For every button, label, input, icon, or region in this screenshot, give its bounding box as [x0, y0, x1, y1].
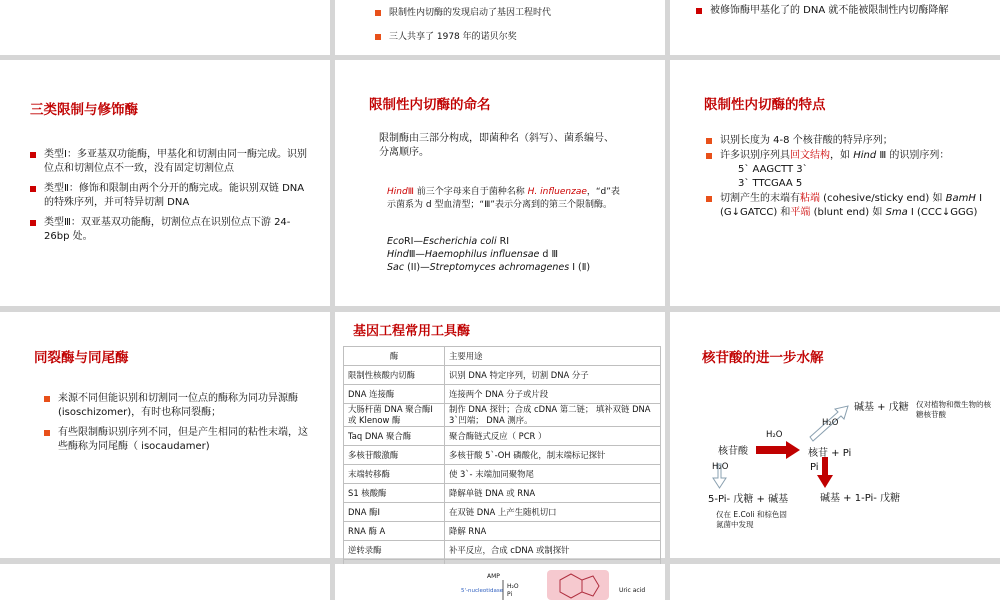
list-item: 许多识别序列具回文结构，如 Hind Ⅲ 的识别序列： 5` AAGCTT 3` 3` TTCGAA 5	[706, 149, 986, 191]
enzyme-usage-cell: 补平反应，合成 cDNA 或制探针	[445, 541, 661, 560]
list-item: 类型Ⅱ：修饰和限制由两个分开的酶完成。能识别双链 DNA 的特殊序列，并可特异切割 DNA	[30, 182, 315, 210]
slide-title: 同裂酶与同尾酶	[34, 350, 129, 366]
list-item: 限制性内切酶的发现启动了基因工程时代	[375, 6, 655, 20]
enzyme-usage-cell: 识别 DNA 特定序列，切割 DNA 分子	[445, 366, 661, 385]
main-arrow-right	[756, 441, 800, 459]
nucleoside-pi-label: 核苷 + Pi	[808, 448, 852, 459]
types-bullet-list	[30, 148, 315, 250]
enzyme-name-cell: 末端转移酶	[344, 465, 445, 484]
slide-title: 核苷酸的进一步水解	[702, 350, 824, 366]
enzyme-label: 5'-nucleotidase	[461, 588, 504, 594]
table-row	[344, 503, 661, 522]
enzyme-usage-cell: 降解 RNA	[445, 522, 661, 541]
slide-methylation	[670, 0, 1000, 55]
enzyme-name-cell: 限制性核酸内切酶	[344, 366, 445, 385]
enzyme-name-cell: S1 核酸酶	[344, 484, 445, 503]
slide-enzyme-features	[670, 60, 1000, 306]
arrow-down-red	[817, 457, 833, 488]
bullet-square-icon	[30, 220, 36, 226]
enzyme-name-cell: 逆转录酶	[344, 541, 445, 560]
enzyme-name-cell: 大肠杆菌 DNA 聚合酶Ⅰ 或 Klenow 酶	[344, 404, 445, 427]
slide-nobel	[335, 0, 665, 55]
slide-tool-enzymes	[335, 312, 665, 558]
bullet-square-icon	[706, 153, 712, 159]
bullet-square-icon	[30, 186, 36, 192]
slide-purine-catabolism	[335, 564, 665, 600]
amp-label: AMP	[487, 573, 500, 580]
list-item: 被修饰酶甲基化了的 DNA 就不能被限制性内切酶降解	[696, 4, 996, 18]
enzyme-usage-cell: 连接两个 DNA 分子或片段	[445, 385, 661, 404]
hind-explanation: HindⅢ 前三个字母来自于菌种名称 H. influenzae，“d”表示菌系为 d 型血清型；“Ⅲ”表示分离到的第三个限制酶。	[387, 187, 620, 210]
bullet-square-icon	[706, 196, 712, 202]
example-hindiii: HindⅢ—Haemophilus influensae d Ⅲ	[387, 249, 559, 260]
water-label: H₂O	[507, 583, 519, 590]
list-item: 有些限制酶识别序列不同，但是产生相同的粘性末端，这些酶称为同尾酶（ isocaudamer)	[44, 426, 314, 454]
pi-label: Pi	[507, 591, 513, 598]
list-item: 三人共享了 1978 年的诺贝尔奖	[375, 30, 655, 44]
table-row	[344, 484, 661, 503]
isoschizomer-bullet-list	[44, 392, 314, 460]
table-header-row	[344, 347, 661, 366]
bullet-square-icon	[375, 34, 381, 40]
list-item: 类型Ⅰ：多亚基双功能酶，甲基化和切割由同一酶完成。识别位点和切割位点不一致，没有固定切割位点	[30, 148, 315, 176]
enzyme-usage-cell: 在双链 DNA 上产生随机切口	[445, 503, 661, 522]
ecoli-note: 仅在 E.Coli 和棕色固氮菌中发现	[716, 510, 787, 529]
table-row	[344, 404, 661, 427]
slide-title: 限制性内切酶的命名	[369, 97, 491, 113]
enzyme-usage-cell: 制作 DNA 探针；合成 cDNA 第二链； 填补双链 DNA 3`凹端； DNA 测序。	[445, 404, 661, 427]
enzyme-name-cell: DNA 酶Ⅰ	[344, 503, 445, 522]
enzyme-usage-cell: 降解单链 DNA 或 RNA	[445, 484, 661, 503]
table-row	[344, 522, 661, 541]
slide-bottom-left	[0, 564, 330, 600]
example-ecori: EcoRI—Escherichia coli RI	[387, 236, 510, 247]
bullet-square-icon	[696, 8, 702, 14]
table-row	[344, 541, 661, 560]
recognition-sequence: 5` AAGCTT 3` 3` TTCGAA 5	[738, 164, 808, 189]
uric-acid-label: Uric acid	[619, 587, 646, 594]
slide-restriction-types	[0, 60, 330, 306]
water-label-top: H₂O	[766, 430, 783, 440]
naming-examples	[387, 235, 657, 274]
enzyme-name-cell: Taq DNA 聚合酶	[344, 427, 445, 446]
table-row	[344, 427, 661, 446]
bullet-square-icon	[44, 430, 50, 436]
slide-bottom-right	[670, 564, 1000, 600]
slide-isoschizomers	[0, 312, 330, 558]
table-row	[344, 446, 661, 465]
table-body	[344, 366, 661, 579]
methylation-bullet-list	[696, 4, 996, 24]
enzyme-name-cell: 多核苷酸激酶	[344, 446, 445, 465]
column-header-usage: 主要用途	[445, 347, 661, 366]
enzyme-usage-cell: 使 3`- 末端加同聚物尾	[445, 465, 661, 484]
naming-intro: 限制酶由三部分构成，即菌种名（斜写）、菌系编号、分离顺序。	[379, 133, 614, 158]
base-phosphopentose-label: 碱基 + 1-Pi- 戊糖	[820, 493, 901, 504]
list-item: 切割产生的末端有粘端 (cohesive/sticky end) 如 BamH I (G↓GATCC) 和平端 (blunt end) 如 Sma I (CCC↓GGG)	[706, 192, 986, 220]
pentose-phosphate-label: 5-Pi- 戊糖 + 碱基	[708, 494, 789, 505]
table-row	[344, 366, 661, 385]
list-item: 类型Ⅲ：双亚基双功能酶，切割位点在识别位点下游 24-26bp 处。	[30, 216, 315, 244]
example-saci: Sac (II)—Streptomyces achromagenes I (Ⅱ)	[387, 262, 591, 273]
slide-title: 限制性内切酶的特点	[704, 97, 826, 113]
slide-title: 基因工程常用工具酶	[353, 324, 471, 339]
list-item: 识别长度为 4-8 个核苷酸的特异序列；	[706, 134, 986, 148]
nucleotide-label: 核苷酸	[718, 446, 748, 457]
slide-enzyme-naming	[335, 60, 665, 306]
structure-highlight	[547, 570, 609, 600]
column-header-enzyme: 酶	[344, 347, 445, 366]
bullet-square-icon	[706, 138, 712, 144]
tool-enzyme-table	[343, 346, 661, 579]
water-label-left: H₂O	[712, 462, 729, 472]
enzyme-name-cell: RNA 酶 A	[344, 522, 445, 541]
table-row	[344, 385, 661, 404]
list-item: 来源不同但能识别和切割同一位点的酶称为同功异源酶 (isoschizomer)，有时也称同裂酶；	[44, 392, 314, 420]
enzyme-name-cell: DNA 连接酶	[344, 385, 445, 404]
enzyme-usage-cell: 聚合酶链式反应（ PCR ）	[445, 427, 661, 446]
bullet-square-icon	[30, 152, 36, 158]
enzyme-usage-cell: 多核苷酸 5`-OH 磷酸化，制末端标记探针	[445, 446, 661, 465]
pi-label: Pi	[810, 462, 819, 473]
table-row	[344, 465, 661, 484]
slide-title: 三类限制与修饰酶	[30, 102, 138, 118]
base-sugar-label: 碱基 + 戊糖	[854, 402, 909, 413]
water-label-upper: H₂O	[822, 418, 839, 428]
bullet-square-icon	[44, 396, 50, 402]
plant-microbe-note: 仅对植物和微生物的核糖核苷酸	[916, 400, 991, 419]
bullet-square-icon	[375, 10, 381, 16]
slide-1	[0, 0, 330, 55]
nobel-bullet-list	[375, 6, 655, 50]
slide-nucleotide-hydrolysis	[670, 312, 1000, 558]
features-bullet-list	[706, 134, 986, 226]
